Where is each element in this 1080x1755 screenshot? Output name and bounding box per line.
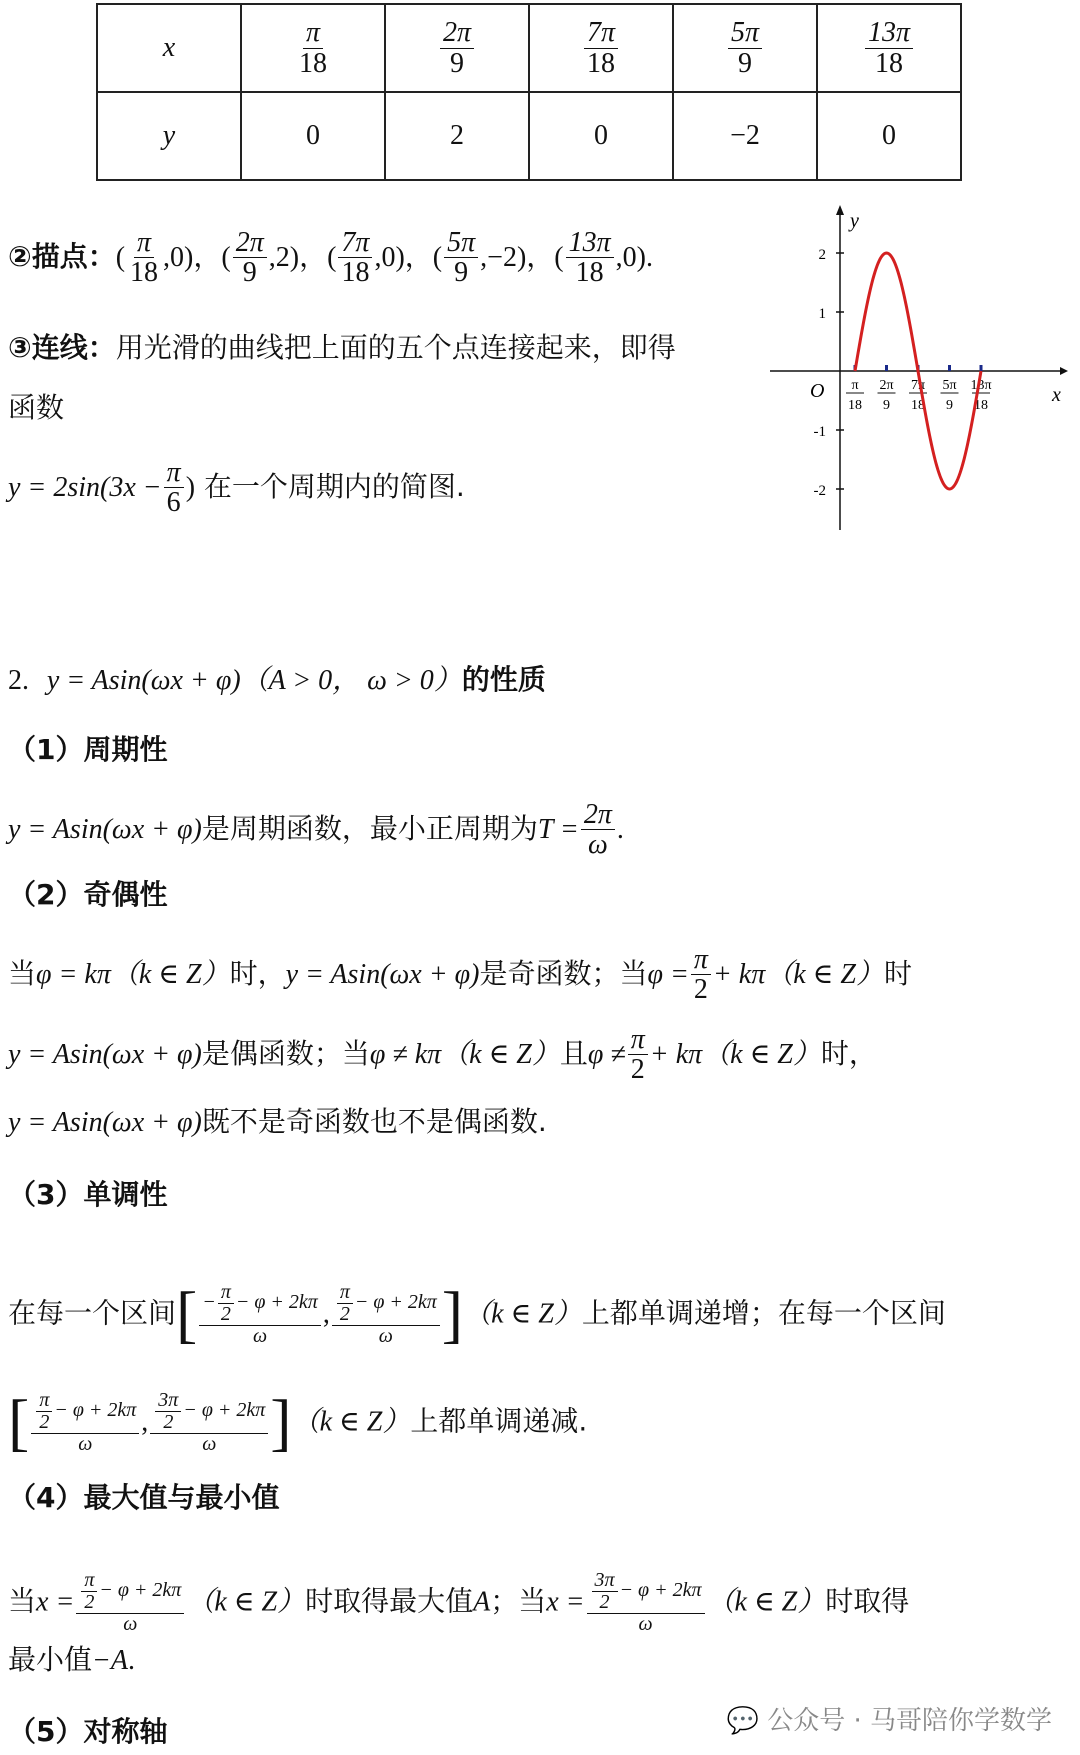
step3-label: ③连线： xyxy=(8,331,116,364)
text: 在每一个区间 xyxy=(8,1296,177,1330)
pt-num: 5π xyxy=(444,228,478,258)
formula: y = Asin(ωx + φ) xyxy=(285,958,480,990)
x-den: 18 xyxy=(299,47,327,79)
y-cell: 0 xyxy=(241,92,385,180)
frac-den: ω xyxy=(587,829,608,861)
wechat-icon: 💬 xyxy=(726,1706,759,1736)
formula: y = Asin(ωx + φ) xyxy=(8,1038,202,1070)
frac-den: 2 xyxy=(39,1411,50,1433)
x-num: 2π xyxy=(440,18,474,48)
p2-line1 xyxy=(8,945,912,1005)
x-eq: x = xyxy=(546,1586,585,1618)
phi-eq: φ = xyxy=(647,958,689,990)
step3-text2: 函数 xyxy=(8,391,65,424)
end: . xyxy=(645,241,653,273)
section-cond: （A > 0， ω > 0） xyxy=(240,665,462,696)
x-tick-den: 18 xyxy=(848,398,862,413)
x-tick-den: 18 xyxy=(911,398,925,413)
p1-end: . xyxy=(616,813,624,845)
x-tick-den: 18 xyxy=(974,398,988,413)
frac-num: 2π xyxy=(581,800,615,830)
section-number: 2. xyxy=(8,665,29,696)
origin-label: O xyxy=(810,380,825,402)
p1-text: 是周期函数，最小正周期为 xyxy=(201,811,538,845)
text: 当 xyxy=(8,1584,37,1618)
kz: （k ∈ Z） xyxy=(441,1038,560,1070)
x-tick-num: 13π xyxy=(970,378,992,393)
table-row-x xyxy=(97,4,961,92)
end: . xyxy=(128,1645,136,1676)
p3-heading: （3）单调性 xyxy=(8,1178,168,1211)
y-tick-label: -2 xyxy=(813,483,826,499)
text: 既不是奇函数也不是偶函数. xyxy=(201,1105,547,1138)
kz: （k ∈ Z） xyxy=(702,1038,821,1070)
pt-num: π xyxy=(134,228,154,258)
section-title: 的性质 xyxy=(461,663,546,696)
y-axis-label: y xyxy=(850,210,859,232)
frac-num: π xyxy=(218,1282,234,1304)
x-num: 13π xyxy=(865,18,913,48)
pt-num: 13π xyxy=(566,228,614,258)
frac-num: 3π xyxy=(592,1570,618,1592)
frac-num: π xyxy=(628,1025,648,1055)
watermark xyxy=(727,1700,1052,1737)
p5-heading: （5）对称轴 xyxy=(8,1715,168,1748)
frac-num: π xyxy=(81,1570,97,1592)
y-cell: −2 xyxy=(673,92,817,180)
x-tick-den: 9 xyxy=(883,398,890,413)
step2-label: ②描点： xyxy=(8,239,116,273)
omega: ω xyxy=(253,1325,268,1347)
text: 是偶函数；当 xyxy=(201,1036,370,1070)
x-tick-num: 7π xyxy=(910,378,926,393)
x-den: 9 xyxy=(738,47,752,79)
step3-formula-line xyxy=(8,458,465,518)
x-den: 18 xyxy=(587,47,615,79)
step3-text3: 在一个周期内的简图. xyxy=(203,469,465,503)
omega: ω xyxy=(78,1433,93,1455)
frac-num: π xyxy=(691,945,711,975)
text: 且 xyxy=(559,1036,588,1070)
frac-num: π xyxy=(337,1282,353,1304)
kz: （k ∈ Z） xyxy=(765,958,884,990)
cond: φ = kπ xyxy=(36,958,111,990)
value-table xyxy=(96,3,962,181)
p2-heading: （2）奇偶性 xyxy=(8,878,168,911)
p4-line2 xyxy=(8,1640,135,1681)
expr: − φ + 2kπ xyxy=(99,1579,182,1602)
frac-den: 2 xyxy=(339,1303,350,1325)
kz: （k ∈ Z） xyxy=(463,1298,582,1330)
frac-den: 2 xyxy=(163,1411,174,1433)
sine-graph xyxy=(770,205,1070,535)
x-tick-num: 2π xyxy=(879,378,894,393)
p1-heading: （1）周期性 xyxy=(8,733,168,766)
y-tick-label: -1 xyxy=(813,424,826,440)
comma: , xyxy=(322,1298,330,1330)
pt-y: 2 xyxy=(275,241,290,273)
p2-line3 xyxy=(8,1102,547,1143)
phi-ne: φ ≠ xyxy=(587,1038,626,1070)
pt-y: 0 xyxy=(381,241,396,273)
pt-y: 0 xyxy=(622,241,637,273)
minus: − xyxy=(202,1291,216,1314)
kz: （k ∈ Z） xyxy=(186,1586,306,1618)
sep: ， xyxy=(404,239,433,273)
step2-line: ②描点：( $\frac{\pi}{18}$ ,0)，( $\frac{2\pi}{9}$ ,2)，( $\frac{7\pi}{18}$ ,0)，( $\frac{5\pi}{9}$ ,−2)，( $\frac{13\pi}{18}$ ,0). xyxy=(8,227,653,289)
y-cell: 0 xyxy=(529,92,673,180)
p1-line xyxy=(8,800,624,860)
A: A xyxy=(473,1586,491,1618)
section2-title xyxy=(8,660,546,701)
x-num: 5π xyxy=(728,18,762,48)
y-tick-label: 2 xyxy=(818,247,826,263)
frac-den: 2 xyxy=(84,1591,95,1613)
step3-line xyxy=(8,328,676,368)
omega: ω xyxy=(202,1433,217,1455)
text: 上都单调递减. xyxy=(410,1404,588,1438)
x-axis-label: x xyxy=(1052,384,1061,406)
y-cell: 0 xyxy=(817,92,961,180)
step3-formula-post: ) xyxy=(185,471,196,503)
text: 时取得 xyxy=(825,1584,910,1618)
x-den: 18 xyxy=(875,47,903,79)
x-tick-num: 5π xyxy=(942,378,957,393)
kz: （k ∈ Z） xyxy=(291,1406,411,1438)
text: 上都单调递增；在每一个区间 xyxy=(581,1296,946,1330)
plus-kpi: + kπ xyxy=(649,1038,703,1070)
formula: y = Asin(ωx + φ) xyxy=(8,1107,202,1138)
x-num: 7π xyxy=(584,18,618,48)
kz: （k ∈ Z） xyxy=(706,1586,826,1618)
text: 是奇函数；当 xyxy=(479,956,648,990)
pt-y: 0 xyxy=(170,241,185,273)
kz: （k ∈ Z） xyxy=(110,958,230,990)
sep: ， xyxy=(526,239,555,273)
frac-den: 2 xyxy=(220,1303,231,1325)
frac-num: 3π xyxy=(155,1390,181,1412)
watermark-text: 公众号 · 马哥陪你学数学 xyxy=(767,1706,1052,1736)
x-den: 9 xyxy=(450,47,464,79)
text: 当 xyxy=(8,956,37,990)
p1-formula: y = Asin(ωx + φ) xyxy=(8,813,202,845)
omega: ω xyxy=(378,1325,393,1347)
p3-line2: [ $\frac{\pi}{2}$ − φ + 2kπ ω , $\frac{3\pi}{2}$ − φ + 2kπ ω ]（k ∈ Z）上都单调递减. xyxy=(8,1386,588,1458)
text: ；当 xyxy=(490,1584,547,1618)
step3-formula-pre: y = 2sin(3x − xyxy=(8,471,162,503)
expr: − φ + 2kπ xyxy=(183,1399,266,1422)
pt-y: −2 xyxy=(487,241,517,273)
frac-num: π xyxy=(36,1390,52,1412)
expr: − φ + 2kπ xyxy=(354,1291,437,1314)
frac-den: 6 xyxy=(166,487,181,519)
frac-num: π xyxy=(164,458,184,488)
x-axis-arrow-icon xyxy=(1060,367,1068,375)
y-tick-label: 1 xyxy=(818,306,826,322)
text: 时取得最大值 xyxy=(305,1584,474,1618)
x-num: π xyxy=(303,18,323,48)
x-eq: x = xyxy=(36,1586,75,1618)
step3-text: 用光滑的曲线把上面的五个点连接起来，即得 xyxy=(115,331,676,364)
expr: − φ + 2kπ xyxy=(619,1579,702,1602)
pt-num: 2π xyxy=(233,228,267,258)
plus-kpi: + kπ xyxy=(712,958,766,990)
y-axis-arrow-icon xyxy=(836,205,844,215)
p3-line1: 在每一个区间[ − $\frac{\pi}{2}$ − φ + 2kπ ω , $\frac{\pi}{2}$ − φ + 2kπ ω ]（k ∈ Z）上都单调递增；在每一个区间 xyxy=(8,1278,946,1350)
pt-den: 9 xyxy=(242,257,257,289)
text: 时， xyxy=(229,956,286,990)
pt-den: 9 xyxy=(454,257,469,289)
pt-num: 7π xyxy=(338,228,372,258)
expr: − φ + 2kπ xyxy=(54,1399,137,1422)
y-label: y xyxy=(162,120,176,151)
expr: − φ + 2kπ xyxy=(235,1291,318,1314)
sep: ， xyxy=(193,239,222,273)
p2-line2 xyxy=(8,1025,877,1085)
omega: ω xyxy=(123,1613,138,1635)
text: 最小值 xyxy=(8,1643,93,1676)
frac-den: 2 xyxy=(599,1591,610,1613)
x-label: x xyxy=(162,32,176,63)
pt-den: 18 xyxy=(341,257,370,289)
frac-den: 2 xyxy=(693,974,708,1006)
omega: ω xyxy=(638,1613,653,1635)
cond: φ ≠ kπ xyxy=(369,1038,442,1070)
p1-T: T = xyxy=(537,813,579,845)
p4-heading: （4）最大值与最小值 xyxy=(8,1481,280,1514)
text: 时 xyxy=(883,956,912,990)
comma: , xyxy=(141,1406,149,1438)
text: 时， xyxy=(820,1036,877,1070)
section-formula: y = Asin(ωx + φ) xyxy=(46,665,241,696)
sep: ， xyxy=(299,239,328,273)
table-row-y xyxy=(97,92,961,180)
pt-den: 18 xyxy=(130,257,159,289)
negA: −A xyxy=(92,1645,129,1676)
y-cell: 2 xyxy=(385,92,529,180)
pt-den: 18 xyxy=(575,257,604,289)
x-tick-num: π xyxy=(851,378,859,393)
p4-line1 xyxy=(8,1570,909,1635)
x-tick-den: 9 xyxy=(946,398,953,413)
frac-den: 2 xyxy=(630,1054,645,1086)
